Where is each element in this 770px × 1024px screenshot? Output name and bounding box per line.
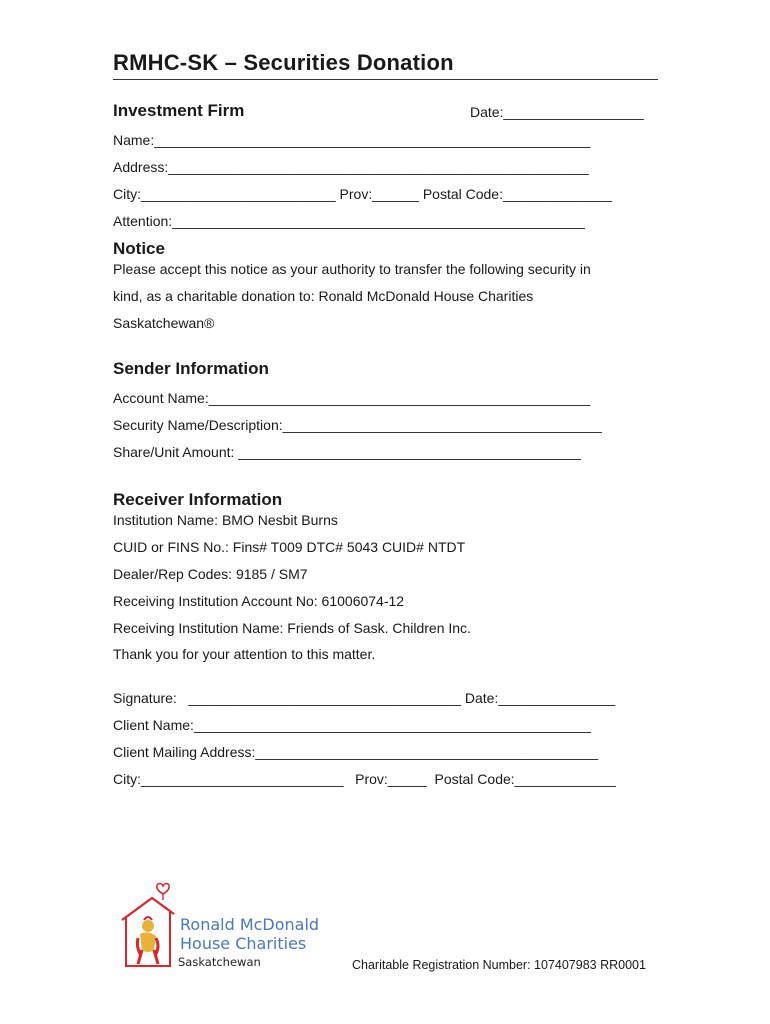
charitable-registration-number: Charitable Registration Number: 107407983 RR0001 <box>352 958 646 972</box>
client-city-prov-postal-field[interactable]: City:__________________________ Prov:_____ Postal Code:_____________ <box>113 771 616 787</box>
title-divider <box>113 79 658 80</box>
share-amount-field[interactable]: Share/Unit Amount: ____________________________________________ <box>113 444 581 460</box>
security-name-field[interactable]: Security Name/Description:_________________________________________ <box>113 417 602 433</box>
investment-firm-heading: Investment Firm <box>113 101 245 120</box>
attention-field[interactable]: Attention:_____________________________________________________ <box>113 213 585 229</box>
address-field[interactable]: Address:______________________________________________________ <box>113 159 589 175</box>
city-prov-postal-field[interactable]: City:_________________________ Prov:______ Postal Code:______________ <box>113 186 612 202</box>
receiver-heading: Receiver Information <box>113 490 283 509</box>
account-name-field[interactable]: Account Name:_________________________________________________ <box>113 390 591 406</box>
sender-heading: Sender Information <box>113 359 269 378</box>
logo-line-3: Saskatchewan <box>178 955 261 969</box>
notice-text-line: Please accept this notice as your authority to transfer the following security in <box>113 261 591 277</box>
client-mailing-address-field[interactable]: Client Mailing Address:____________________________________________ <box>113 744 598 760</box>
rmhc-house-logo-icon <box>118 880 178 972</box>
signature-date-field[interactable]: Signature: ___________________________________ Date:_______________ <box>113 690 616 706</box>
receiving-account-no: Receiving Institution Account No: 61006074-12 <box>113 593 405 609</box>
date-field[interactable]: Date:__________________ <box>470 104 644 120</box>
cuid-fins: CUID or FINS No.: Fins# T009 DTC# 5043 CUID# NTDT <box>113 539 466 555</box>
notice-heading: Notice <box>113 239 165 258</box>
client-name-field[interactable]: Client Name:___________________________________________________ <box>113 717 592 733</box>
institution-name: Institution Name: BMO Nesbit Burns <box>113 512 338 528</box>
logo-line-1: Ronald McDonald <box>180 915 320 934</box>
dealer-rep-codes: Dealer/Rep Codes: 9185 / SM7 <box>113 566 308 582</box>
name-field[interactable]: Name:________________________________________________________ <box>113 132 591 148</box>
logo-line-2: House Charities <box>180 934 307 953</box>
notice-text-line: kind, as a charitable donation to: Ronald McDonald House Charities <box>113 288 534 304</box>
page-title: RMHC-SK – Securities Donation <box>113 50 454 75</box>
thanks-text: Thank you for your attention to this matter. <box>113 646 376 662</box>
notice-text-line: Saskatchewan® <box>113 315 215 331</box>
receiving-institution-name: Receiving Institution Name: Friends of Sask. Children Inc. <box>113 620 471 636</box>
